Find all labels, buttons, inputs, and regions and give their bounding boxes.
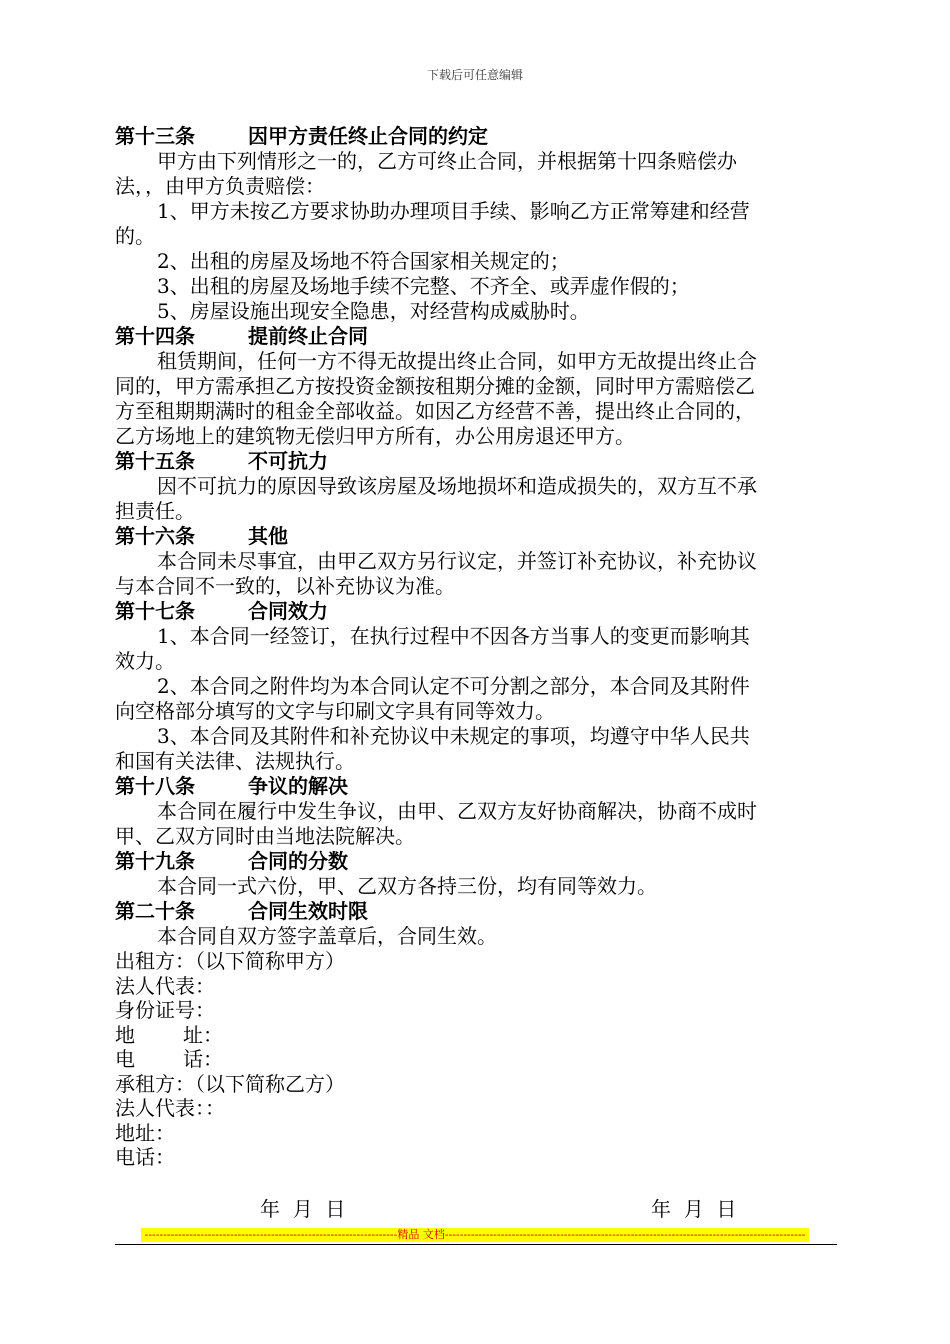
article-number: 第十八条 — [115, 774, 195, 798]
paragraph-line: 本合同自双方签字盖章后，合同生效。 — [157, 924, 497, 948]
article-16-heading — [115, 524, 837, 549]
article-number: 第十五条 — [115, 449, 195, 473]
article-18-heading — [115, 774, 837, 799]
paragraph-line: 本合同一式六份，甲、乙双方各持三份，均有同等效力。 — [157, 874, 657, 898]
lessor-rep-field: 法人代表： — [115, 973, 215, 998]
footer-label: 精品 文档 — [397, 1228, 445, 1241]
article-title: 合同生效时限 — [248, 899, 368, 923]
article-title: 合同效力 — [248, 599, 328, 623]
article-title: 合同的分数 — [248, 849, 348, 873]
address-label-a: 地 — [115, 1022, 135, 1047]
phone-label-b: 话： — [183, 1047, 223, 1071]
paragraph-line: 效力。 — [115, 649, 175, 673]
article-14-heading — [115, 324, 837, 349]
footer-divider — [115, 1244, 837, 1245]
paragraph-line: 本合同在履行中发生争议，由甲、乙双方友好协商解决，协商不成时 — [157, 799, 757, 823]
page-header: 下载后可任意编辑 — [426, 68, 523, 82]
article-title: 提前终止合同 — [248, 324, 368, 348]
paragraph-line: 本合同未尽事宜，由甲乙双方另行议定，并签订补充协议，补充协议 — [157, 549, 757, 573]
lessee-phone-field: 电话： — [115, 1145, 175, 1169]
paragraph-line: 因不可抗力的原因导致该房屋及场地损坏和造成损失的，双方互不承 — [157, 474, 757, 498]
paragraph-line: 2、出租的房屋及场地不符合国家相关规定的； — [157, 249, 570, 273]
article-17-heading — [115, 599, 837, 624]
paragraph-line: 方至租期期满时的租金全部收益。如因乙方经营不善，提出终止合同的， — [115, 399, 755, 423]
paragraph-line: 1、本合同一经签订，在执行过程中不因各方当事人的变更而影响其 — [157, 624, 750, 648]
article-number: 第十三条 — [115, 124, 195, 148]
article-number: 第十四条 — [115, 324, 195, 348]
paragraph-line: 乙方场地上的建筑物无偿归甲方所有，办公用房退还甲方。 — [115, 424, 635, 448]
article-number: 第二十条 — [115, 899, 195, 923]
lessor-date: 年 月 日 — [260, 1197, 346, 1221]
paragraph-line: 2、本合同之附件均为本合同认定不可分割之部分，本合同及其附件 — [157, 674, 750, 698]
phone-label-a: 电 — [115, 1047, 135, 1071]
paragraph-line: 租赁期间，任何一方不得无故提出终止合同，如甲方无故提出终止合 — [157, 349, 757, 373]
paragraph-line: 3、出租的房屋及场地手续不完整、不齐全、或弄虚作假的； — [157, 274, 690, 298]
article-number: 第十九条 — [115, 849, 195, 873]
paragraph-line: 法，，由甲方负责赔偿： — [115, 174, 325, 198]
paragraph-line: 甲方由下列情形之一的，乙方可终止合同，并根据第十四条赔偿办 — [157, 149, 737, 173]
lessee-date: 年 月 日 — [651, 1197, 737, 1221]
paragraph-line: 和国有关法律、法规执行。 — [115, 749, 355, 773]
article-title: 不可抗力 — [248, 449, 328, 473]
footer-dashes-right: ------------------------------------------------------------------------------------------------- — [444, 1228, 806, 1241]
article-20-heading — [115, 899, 837, 924]
lessor-phone-field — [115, 1047, 837, 1072]
article-number: 第十六条 — [115, 524, 195, 548]
address-label-b: 址： — [183, 1022, 223, 1047]
lessor-id-field: 身份证号： — [115, 998, 215, 1022]
footer-banner — [141, 1228, 809, 1242]
footer-dashes-left: -------------------------------------------------------------------- — [144, 1228, 398, 1241]
article-15-heading — [115, 449, 837, 474]
paragraph-line: 担责任。 — [115, 499, 195, 523]
paragraph-line: 3、本合同及其附件和补充协议中未规定的事项，均遵守中华人民共 — [157, 724, 750, 748]
lessor-address-field — [115, 1023, 837, 1048]
article-title: 因甲方责任终止合同的约定 — [248, 124, 488, 148]
paragraph-line: 5、房屋设施出现安全隐患，对经营构成威胁时。 — [157, 299, 590, 323]
article-title: 争议的解决 — [248, 774, 348, 798]
paragraph-line: 的。 — [115, 224, 155, 248]
paragraph-line: 向空格部分填写的文字与印刷文字具有同等效力。 — [115, 699, 555, 723]
article-title: 其他 — [248, 524, 288, 548]
contract-body — [115, 124, 837, 1170]
lessor-label: 出租方：（以下简称甲方） — [115, 949, 345, 973]
paragraph-line: 1、甲方未按乙方要求协助办理项目手续、影响乙方正常筹建和经营 — [157, 199, 750, 223]
article-13-heading — [115, 124, 837, 149]
lessee-address-field: 地址： — [115, 1120, 175, 1145]
paragraph-line: 与本合同不一致的，以补充协议为准。 — [115, 574, 455, 598]
paragraph-line: 同的，甲方需承担乙方按投资金额按租期分摊的金额，同时甲方需赔偿乙 — [115, 374, 755, 398]
lessee-rep-field: 法人代表：： — [115, 1096, 225, 1120]
paragraph-line: 甲、乙双方同时由当地法院解决。 — [115, 824, 415, 848]
article-number: 第十七条 — [115, 599, 195, 623]
lessee-label: 承租方：（以下简称乙方） — [115, 1071, 345, 1096]
article-19-heading — [115, 849, 837, 874]
